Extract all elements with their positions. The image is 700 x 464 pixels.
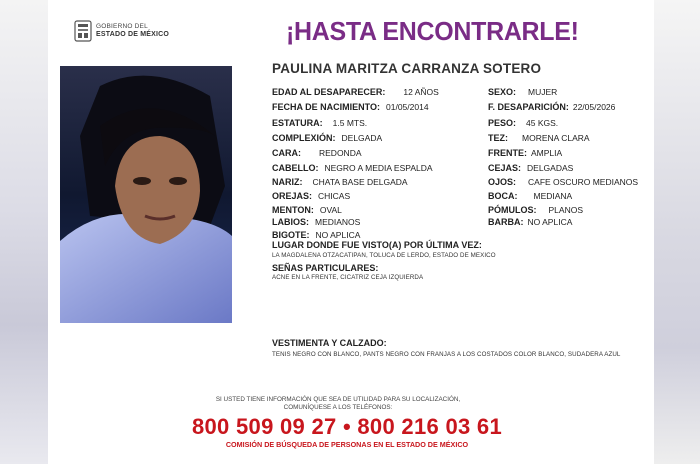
field-value: OVAL	[319, 205, 342, 215]
field-nacimiento	[272, 102, 429, 112]
field-value: 12 AÑOS	[403, 87, 439, 97]
field-estatura	[272, 118, 367, 128]
field-value: MEDIANOS	[315, 217, 361, 227]
field-value: DELGADA	[341, 133, 383, 143]
field-label: F. DESAPARICIÓN:	[488, 102, 569, 112]
last-seen-title: LUGAR DONDE FUE VISTO(A) POR ÚLTIMA VEZ:	[272, 240, 482, 250]
field-labios	[272, 217, 360, 227]
photo-placeholder	[60, 66, 232, 323]
headline: ¡HASTA ENCONTRARLE!	[286, 16, 579, 46]
field-desaparicion	[488, 102, 615, 112]
field-label: EDAD AL DESAPARECER:	[272, 87, 386, 97]
field-bigote	[272, 230, 360, 240]
field-value: NEGRO A MEDIA ESPALDA	[324, 163, 433, 173]
field-label: ESTATURA:	[272, 118, 323, 128]
background-left	[0, 0, 48, 464]
contact-note-line2: COMUNÍQUESE A LOS TELÉFONOS:	[283, 404, 393, 411]
field-label: OJOS:	[488, 177, 517, 187]
field-value: 45 KGS.	[526, 118, 559, 128]
field-value: NO APLICA	[527, 217, 573, 227]
field-label: PÓMULOS:	[488, 205, 537, 215]
field-label: BOCA:	[488, 191, 518, 201]
field-nariz	[272, 177, 408, 187]
field-value: MUJER	[528, 87, 558, 97]
contact-note	[188, 396, 488, 412]
field-pomulos	[488, 205, 583, 215]
field-value: CHATA BASE DELGADA	[312, 177, 408, 187]
field-tez	[488, 133, 590, 143]
seal-icon	[74, 20, 92, 42]
field-edad	[272, 87, 439, 97]
logo-text	[96, 23, 169, 39]
field-value: NO APLICA	[315, 230, 361, 240]
clothing-text: TENIS NEGRO CON BLANCO, PANTS NEGRO CON FRANJAS A LOS COSTADOS COLOR BLANCO, SUDADERA AZUL	[272, 351, 621, 358]
field-label: BIGOTE:	[272, 230, 310, 240]
person-name: PAULINA MARITZA CARRANZA SOTERO	[272, 61, 542, 76]
field-cara	[272, 148, 362, 158]
field-label: CABELLO:	[272, 163, 319, 173]
field-value: 01/05/2014	[386, 102, 429, 112]
field-complexion	[272, 133, 382, 143]
field-value: AMPLIA	[531, 148, 563, 158]
person-photo	[60, 66, 232, 323]
commission-name: COMISIÓN DE BÚSQUEDA DE PERSONAS EN EL ESTADO DE MÉXICO	[225, 440, 469, 449]
field-label: CEJAS:	[488, 163, 522, 173]
field-value: 22/05/2026	[572, 102, 616, 112]
last-seen-text: LA MAGDALENA OTZACATIPAN, TOLUCA DE LERDO, ESTADO DE MEXICO	[272, 252, 496, 259]
contact-note-line1: SI USTED TIENE INFORMACIÓN QUE SEA DE UTILIDAD PARA SU LOCALIZACIÓN,	[215, 396, 461, 403]
field-value: REDONDA	[319, 148, 362, 158]
marks-title: SEÑAS PARTICULARES:	[272, 263, 379, 273]
field-label: MENTON:	[272, 205, 314, 215]
logo-line2: ESTADO DE MÉXICO	[96, 31, 170, 38]
clothing-title: VESTIMENTA Y CALZADO:	[272, 338, 387, 348]
field-barba	[488, 217, 572, 227]
missing-person-poster	[48, 0, 654, 464]
field-ojos	[488, 177, 638, 187]
marks-text: ACNE EN LA FRENTE, CICATRIZ CEJA IZQUIERDA	[272, 274, 424, 281]
field-value: MEDIANA	[533, 191, 573, 201]
field-boca	[488, 191, 572, 201]
field-value: MORENA CLARA	[522, 133, 590, 143]
logo-line1: GOBIERNO DEL	[96, 23, 148, 30]
field-label: COMPLEXIÓN:	[272, 133, 336, 143]
field-value: 1.5 MTS.	[332, 118, 368, 128]
field-value: DELGADAS	[527, 163, 574, 173]
field-label: FECHA DE NACIMIENTO:	[272, 102, 380, 112]
field-label: FRENTE:	[488, 148, 527, 158]
field-label: SEXO:	[488, 87, 517, 97]
field-cejas	[488, 163, 573, 173]
field-value: CHICAS	[318, 191, 351, 201]
field-sexo	[488, 87, 557, 97]
field-label: NARIZ:	[272, 177, 303, 187]
field-label: LABIOS:	[272, 217, 309, 227]
field-orejas	[272, 191, 350, 201]
phone-numbers: 800 509 09 27 • 800 216 03 61	[191, 414, 502, 439]
field-frente	[488, 148, 562, 158]
field-value: CAFE OSCURO MEDIANOS	[528, 177, 639, 187]
field-label: CARA:	[272, 148, 301, 158]
field-cabello	[272, 163, 433, 173]
field-label: TEZ:	[488, 133, 508, 143]
background-right	[654, 0, 700, 464]
field-menton	[272, 205, 342, 215]
field-value: PLANOS	[548, 205, 583, 215]
field-label: BARBA:	[488, 217, 524, 227]
field-label: PESO:	[488, 118, 517, 128]
field-label: OREJAS:	[272, 191, 313, 201]
government-logo	[74, 20, 194, 46]
field-peso	[488, 118, 558, 128]
